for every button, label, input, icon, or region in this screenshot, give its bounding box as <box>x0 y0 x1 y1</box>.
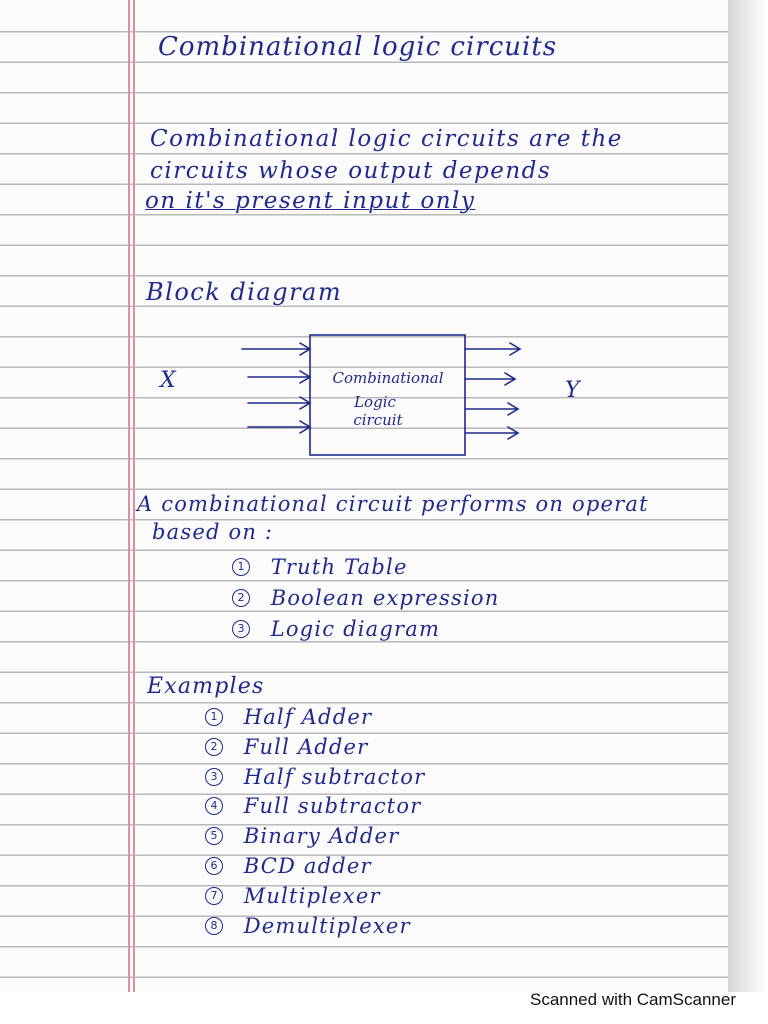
item-text: Boolean expression <box>270 586 500 610</box>
list-item <box>205 704 425 734</box>
output-arrows <box>465 343 520 439</box>
list-item <box>205 853 425 883</box>
list-item <box>232 585 500 616</box>
item-text: Half subtractor <box>243 764 426 789</box>
item-number: 1 <box>205 708 223 726</box>
list-item <box>205 734 425 764</box>
list-item <box>205 913 425 943</box>
item-text: Binary Adder <box>243 824 400 849</box>
box-label-line-3: circuit <box>353 411 403 429</box>
examples-heading: Examples <box>147 674 265 699</box>
item-text: Multiplexer <box>243 883 381 908</box>
item-number: 7 <box>205 887 223 905</box>
item-number: 2 <box>232 589 250 607</box>
page-edge-shadow <box>728 0 768 992</box>
examples-list <box>205 704 425 942</box>
definition-line-2: circuits whose output depends <box>150 158 552 184</box>
performs-line-2: based on : <box>152 520 274 544</box>
item-number: 5 <box>205 827 223 845</box>
basis-list <box>232 554 500 647</box>
box-label-line-1: Combinational <box>332 369 444 387</box>
definition-line-1: Combinational logic circuits are the <box>150 126 623 152</box>
performs-line-1: A combinational circuit performs on operat <box>137 492 649 516</box>
item-text: Half Adder <box>243 705 373 729</box>
item-number: 3 <box>232 620 250 638</box>
output-label: Y <box>565 378 580 403</box>
item-number: 6 <box>205 857 223 875</box>
definition-line-3: on it's present input only <box>145 188 476 214</box>
page-title: Combinational logic circuits <box>158 32 558 62</box>
item-number: 1 <box>232 558 250 576</box>
list-item <box>205 764 425 794</box>
block-diagram-heading: Block diagram <box>146 278 343 306</box>
item-number: 8 <box>205 917 223 935</box>
item-text: Truth Table <box>270 555 408 579</box>
block-diagram <box>150 325 610 465</box>
list-item <box>205 883 425 913</box>
list-item <box>232 554 500 585</box>
item-text: Full subtractor <box>243 794 422 819</box>
item-text: Logic diagram <box>270 617 441 641</box>
scanner-watermark: Scanned with CamScanner <box>529 990 736 1009</box>
margin-line <box>133 0 135 992</box>
item-text: BCD adder <box>243 853 372 878</box>
list-item <box>205 823 425 853</box>
margin-line <box>128 0 130 992</box>
input-label: X <box>160 368 176 393</box>
item-number: 4 <box>205 797 223 815</box>
item-text: Full Adder <box>243 734 369 759</box>
item-text: Demultiplexer <box>243 913 411 938</box>
box-label-line-2: Logic <box>354 393 396 411</box>
item-number: 2 <box>205 738 223 756</box>
list-item <box>205 793 425 823</box>
item-number: 3 <box>205 768 223 786</box>
input-arrows <box>242 343 310 433</box>
list-item <box>232 616 500 647</box>
